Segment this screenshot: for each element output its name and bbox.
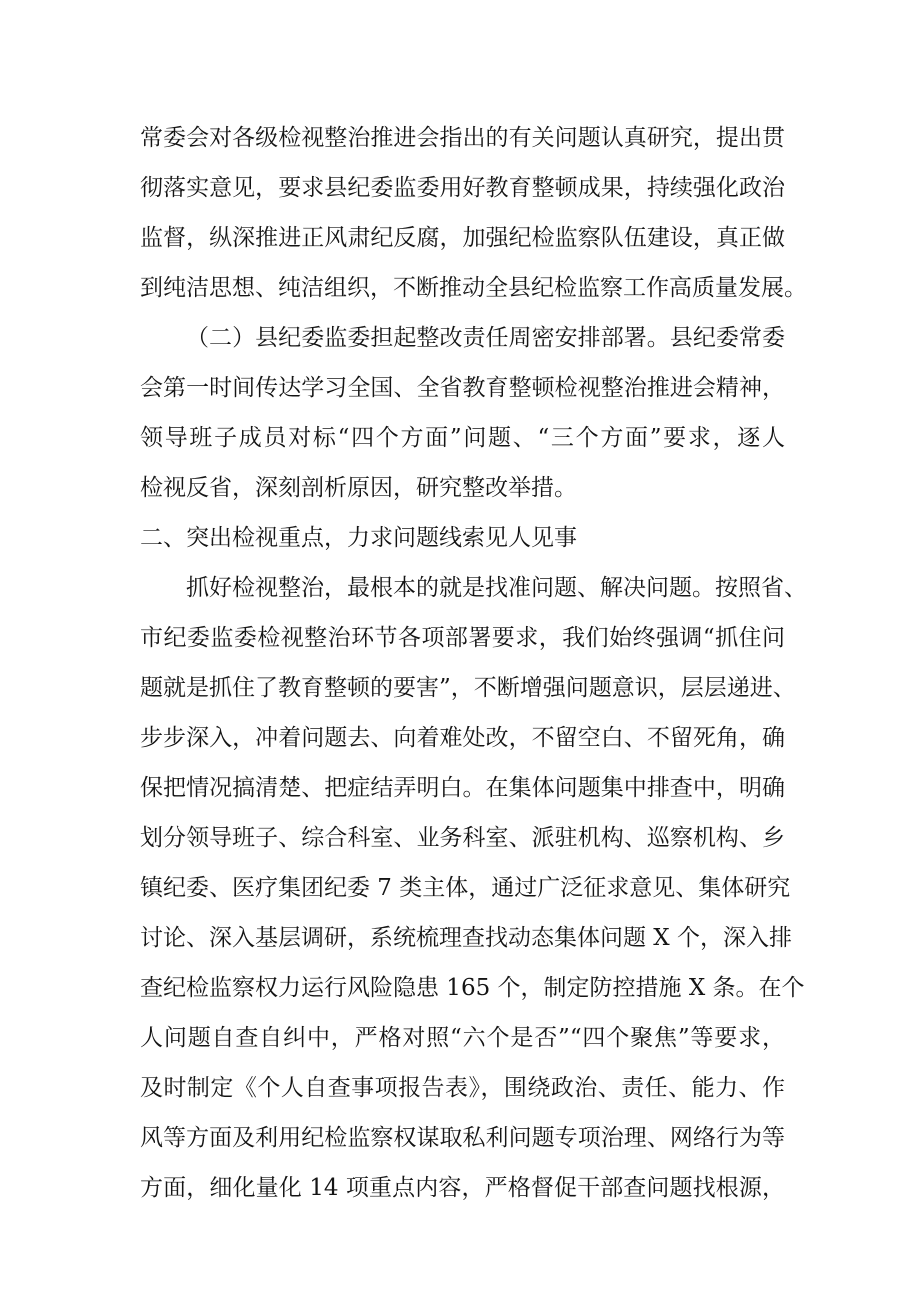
- text-line: 彻落实意见，要求县纪委监委用好教育整顿成果，持续强化政治: [140, 175, 785, 201]
- subsection-heading-line: （二）县纪委监委担起整改责任周密安排部署。县纪委常委: [186, 325, 785, 351]
- text-line: 镇纪委、医疗集团纪委 7 类主体，通过广泛征求意见、集体研究: [140, 875, 791, 901]
- text-line: 讨论、深入基层调研，系统梳理查找动态集体问题 X 个，深入排: [140, 925, 792, 951]
- section-heading: 二、突出检视重点，力求问题线索见人见事: [140, 525, 577, 551]
- text-line: 查纪检监察权力运行风险隐患 165 个，制定防控措施 X 条。在个: [140, 975, 805, 1001]
- document-body: [140, 113, 807, 1213]
- text-line: 人问题自查自纠中，严格对照“六个是否”“四个聚焦”等要求，: [140, 1025, 785, 1051]
- text-line: 常委会对各级检视整治推进会指出的有关问题认真研究，提出贯: [140, 125, 785, 151]
- text-line: 方面，细化量化 14 项重点内容，严格督促干部查问题找根源，: [140, 1175, 785, 1201]
- text-line: 领导班子成员对标“四个方面”问题、“三个方面”要求，逐人: [140, 425, 785, 451]
- paragraph-first-line: 抓好检视整治，最根本的就是找准问题、解决问题。按照省、: [186, 575, 807, 601]
- text-line: 会第一时间传达学习全国、全省教育整顿检视整治推进会精神，: [140, 375, 785, 401]
- text-line: 题就是抓住了教育整顿的要害”，不断增强问题意识，层层递进、: [140, 675, 796, 701]
- text-line: 划分领导班子、综合科室、业务科室、派驻机构、巡察机构、乡: [140, 825, 785, 851]
- text-line: 监督，纵深推进正风肃纪反腐，加强纪检监察队伍建设，真正做: [140, 225, 785, 251]
- text-line: 步步深入，冲着问题去、向着难处改，不留空白、不留死角，确: [140, 725, 785, 751]
- text-line: 及时制定《个人自查事项报告表》，围绕政治、责任、能力、作: [140, 1075, 785, 1101]
- text-line: 风等方面及利用纪检监察权谋取私利问题专项治理、网络行为等: [140, 1125, 785, 1151]
- text-line: 检视反省，深刻剖析原因，研究整改举措。: [140, 475, 577, 501]
- text-line: 市纪委监委检视整治环节各项部署要求，我们始终强调“抓住问: [140, 625, 785, 651]
- text-line: 保把情况搞清楚、把症结弄明白。在集体问题集中排查中，明确: [140, 775, 785, 801]
- text-line: 到纯洁思想、纯洁组织，不断推动全县纪检监察工作高质量发展。: [140, 275, 807, 301]
